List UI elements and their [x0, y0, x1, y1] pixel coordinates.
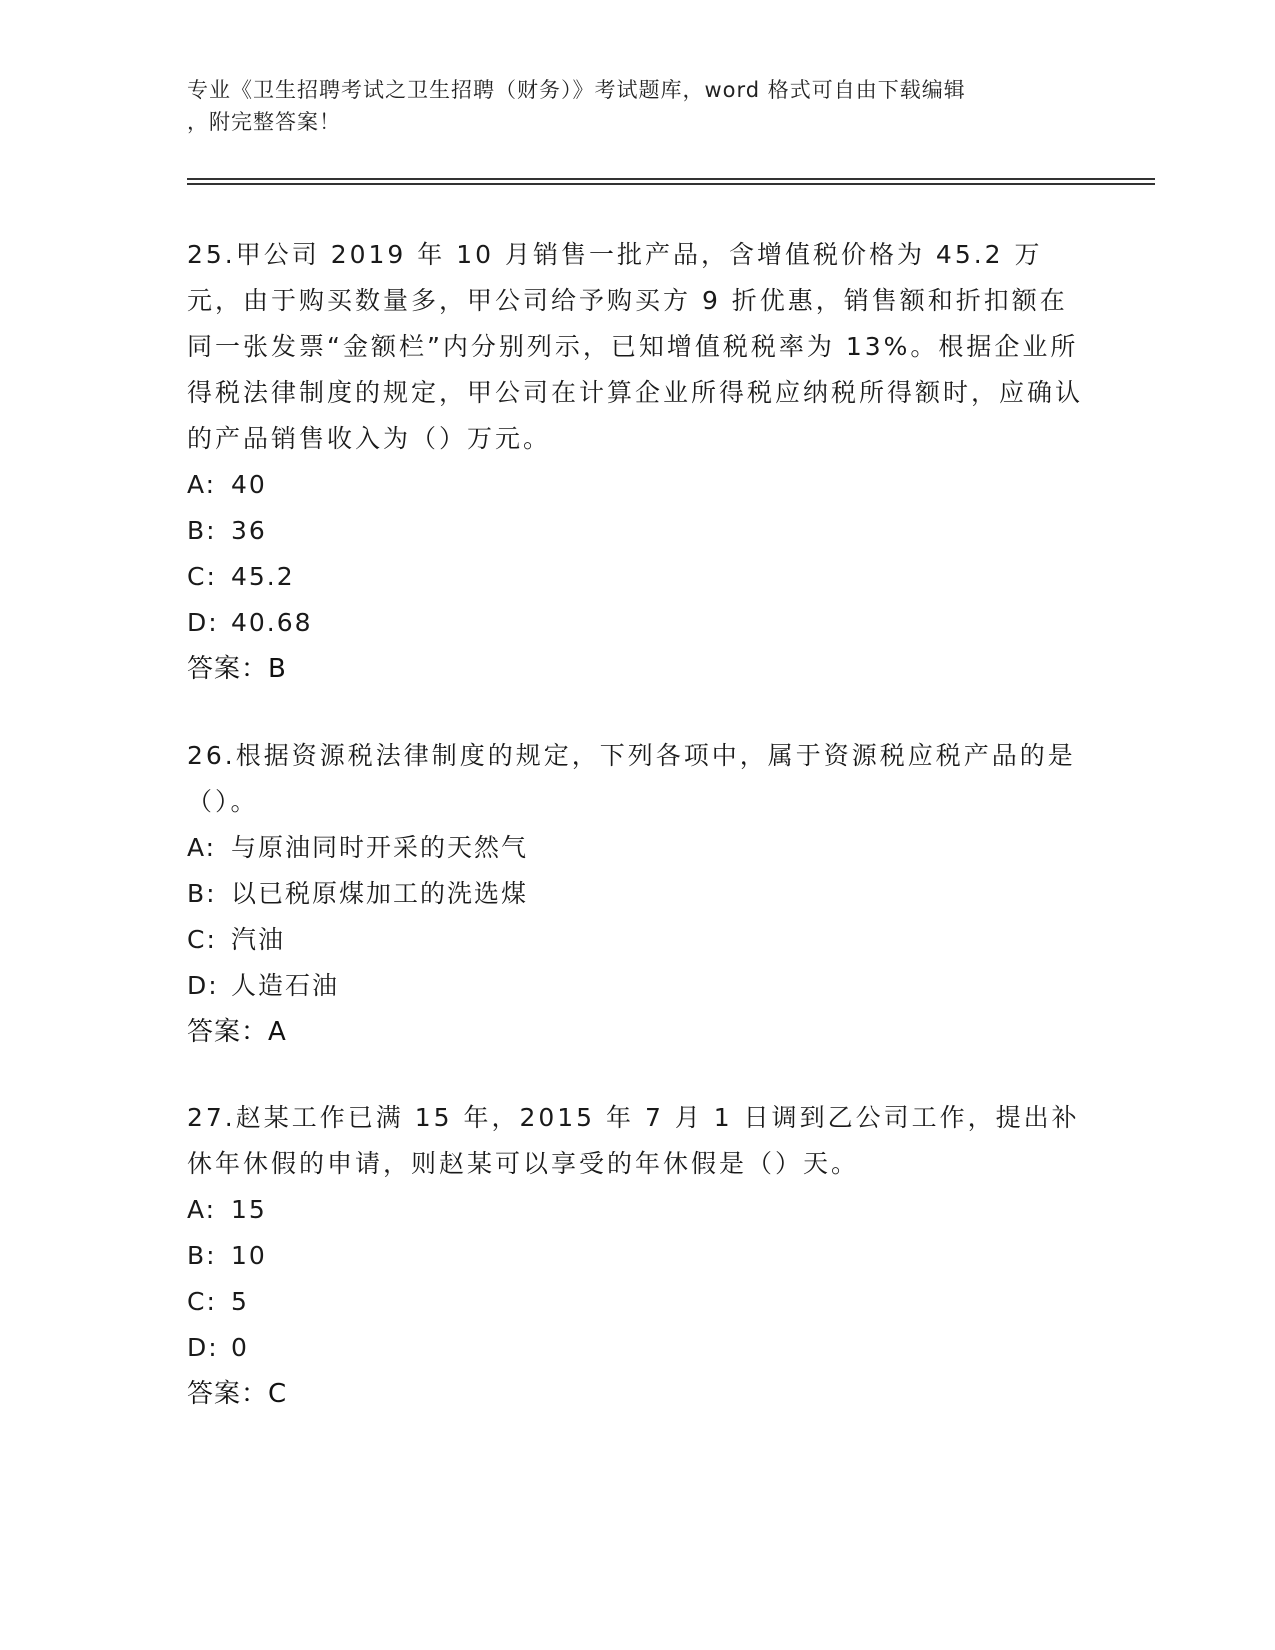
option-key: C: — [187, 1287, 217, 1316]
option-text: 人造石油 — [231, 971, 340, 1000]
option-key: A: — [187, 470, 217, 499]
option-c — [187, 1279, 1087, 1325]
option-d — [187, 600, 1087, 646]
option-text: 汽油 — [231, 925, 286, 954]
question-stem: 25.甲公司 2019 年 10 月销售一批产品，含增值税价格为 45.2 万元，由于购买数量多，甲公司给予购买方 9 折优惠，销售额和折扣额在同一张发票“金额栏”内分别列示，已知增值税税率为 13%。根据企业所得税法律制度的规定，甲公司在计算企业所得税应纳税所得额时，应确认的产品销售收入为（）万元。 — [187, 240, 1084, 453]
option-text: 40 — [231, 470, 267, 499]
option-c — [187, 554, 1087, 600]
header-divider-bottom — [187, 183, 1155, 185]
question-stem: 26.根据资源税法律制度的规定，下列各项中，属于资源税应税产品的是（）。 — [187, 741, 1076, 816]
answer-line: 答案：C — [187, 1379, 288, 1409]
option-list — [187, 825, 1087, 1009]
option-c — [187, 917, 1087, 963]
option-list — [187, 462, 1087, 646]
option-key: D: — [187, 1333, 219, 1362]
option-text: 10 — [231, 1241, 267, 1270]
option-d — [187, 1325, 1087, 1371]
option-key: A: — [187, 833, 217, 862]
question-27 — [187, 1095, 1087, 1417]
question-25 — [187, 232, 1087, 692]
answer-line: 答案：B — [187, 654, 287, 684]
question-26 — [187, 733, 1087, 1055]
option-key: A: — [187, 1195, 217, 1224]
option-d — [187, 963, 1087, 1009]
question-stem: 27.赵某工作已满 15 年，2015 年 7 月 1 日调到乙公司工作，提出补休年休假的申请，则赵某可以享受的年休假是（）天。 — [187, 1103, 1080, 1178]
option-b — [187, 1233, 1087, 1279]
header-divider-top — [187, 178, 1155, 180]
option-text: 5 — [231, 1287, 249, 1316]
option-key: C: — [187, 562, 217, 591]
option-a — [187, 825, 1087, 871]
document-header — [187, 74, 1067, 138]
option-text: 45.2 — [231, 562, 295, 591]
answer-line: 答案：A — [187, 1017, 287, 1047]
option-b — [187, 508, 1087, 554]
option-list — [187, 1187, 1087, 1371]
option-key: B: — [187, 1241, 217, 1270]
header-line-1: 专业《卫生招聘考试之卫生招聘（财务）》考试题库，word 格式可自由下载编辑 — [187, 78, 966, 102]
header-line-2: ，附完整答案！ — [187, 110, 341, 134]
option-key: D: — [187, 608, 219, 637]
option-a — [187, 462, 1087, 508]
option-text: 以已税原煤加工的洗选煤 — [231, 879, 529, 908]
option-text: 15 — [231, 1195, 267, 1224]
option-key: C: — [187, 925, 217, 954]
option-text: 0 — [231, 1333, 249, 1362]
option-key: B: — [187, 879, 217, 908]
option-text: 与原油同时开采的天然气 — [231, 833, 529, 862]
option-a — [187, 1187, 1087, 1233]
option-b — [187, 871, 1087, 917]
option-text: 36 — [231, 516, 267, 545]
option-key: B: — [187, 516, 217, 545]
option-key: D: — [187, 971, 219, 1000]
option-text: 40.68 — [231, 608, 313, 637]
